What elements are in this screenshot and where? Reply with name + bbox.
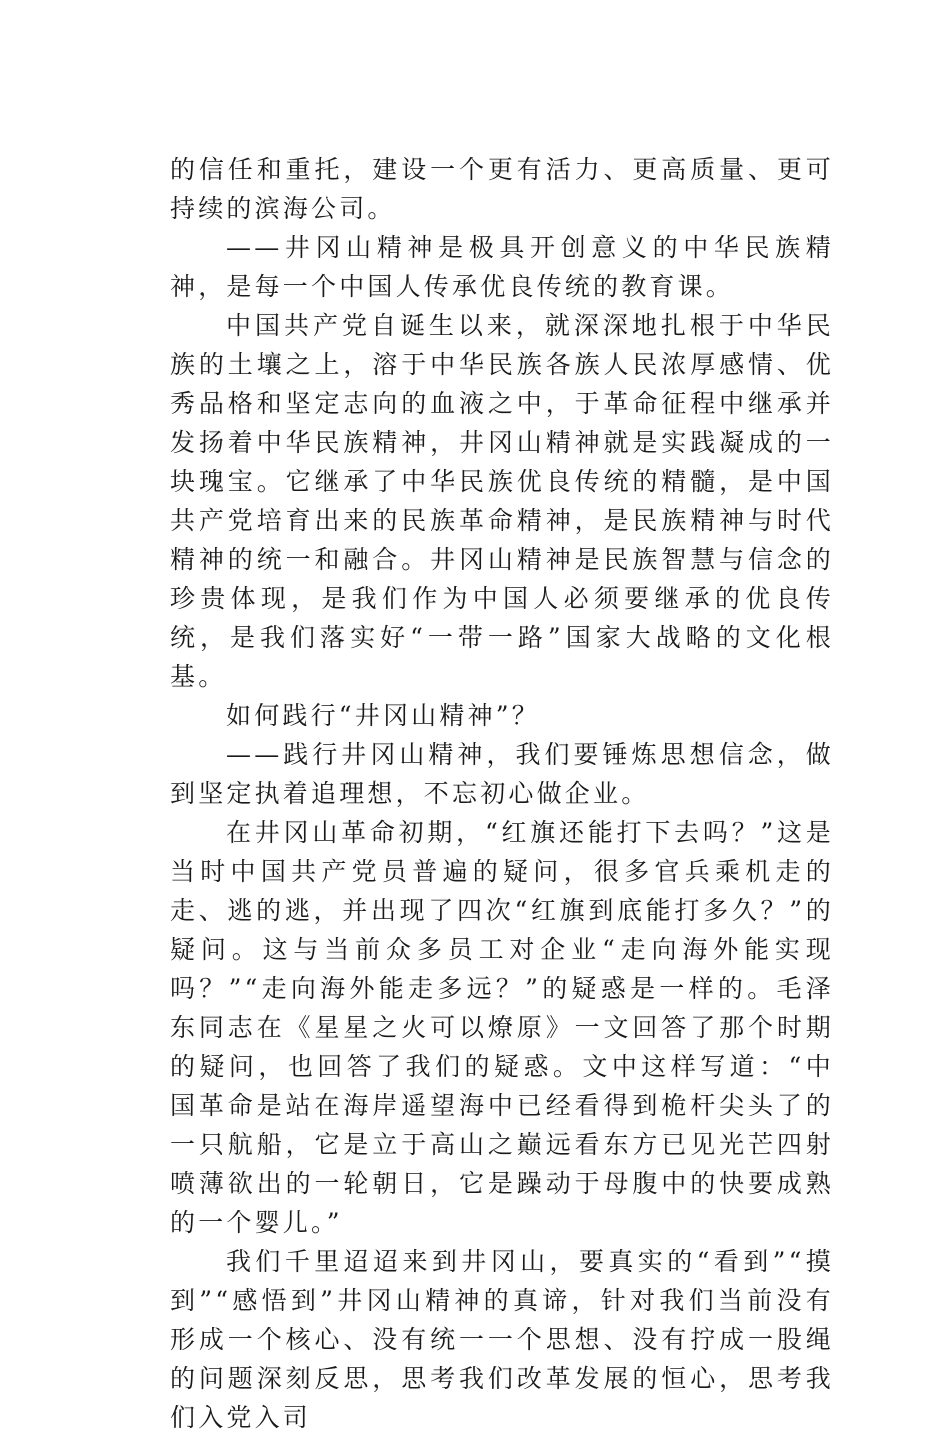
paragraph-revolution-history: 在井冈山革命初期，“红旗还能打下去吗？”这是当时中国共产党员普遍的疑问，很多官兵乘机走的走、逃的逃，并出现了四次“红旗到底能打多久？”的疑问。这与当前众多员工对企业“走向海外能实现吗？”“走向海外能走多远？”的疑惑是一样的。毛泽东同志在《星星之火可以燎原》一文回答了那个时期的疑问，也回答了我们的疑惑。文中这样写道：“中国革命是站在海岸遥望海中已经看得到桅杆尖头了的一只航船，它是立于高山之巅远看东方已见光芒四射喷薄欲出的一轮朝日，它是躁动于母腹中的快要成熟的一个婴儿。” [170, 818, 834, 1237]
body-text [170, 150, 834, 1437]
paragraph-reflection: 我们千里迢迢来到井冈山，要真实的“看到”“摸到”“感悟到”井冈山精神的真谛，针对我们当前没有形成一个核心、没有统一一个思想、没有拧成一股绳的问题深刻反思，思考我们改革发展的恒心，思考我们入党入司 [170, 1247, 834, 1432]
paragraph-party-history: 中国共产党自诞生以来，就深深地扎根于中华民族的土壤之上，溶于中华民族各族人民浓厚感情、优秀品格和坚定志向的血液之中，于革命征程中继承并发扬着中华民族精神，井冈山精神就是实践凝成的一块瑰宝。它继承了中华民族优良传统的精髓，是中国共产党培育出来的民族革命精神，是民族精神与时代精神的统一和融合。井冈山精神是民族智慧与信念的珍贵体现，是我们作为中国人必须要继承的优良传统，是我们落实好“一带一路”国家大战略的文化根基。 [170, 311, 834, 691]
paragraph-practice-statement: ——践行井冈山精神，我们要锤炼思想信念，做到坚定执着追理想，不忘初心做企业。 [170, 740, 834, 808]
paragraph-continued: 的信任和重托，建设一个更有活力、更高质量、更可持续的滨海公司。 [170, 155, 834, 223]
paragraph-jinggangshan-spirit-statement: ——井冈山精神是极具开创意义的中华民族精神，是每一个中国人传承优良传统的教育课。 [170, 233, 834, 301]
paragraph-question: 如何践行“井冈山精神”？ [226, 701, 540, 730]
